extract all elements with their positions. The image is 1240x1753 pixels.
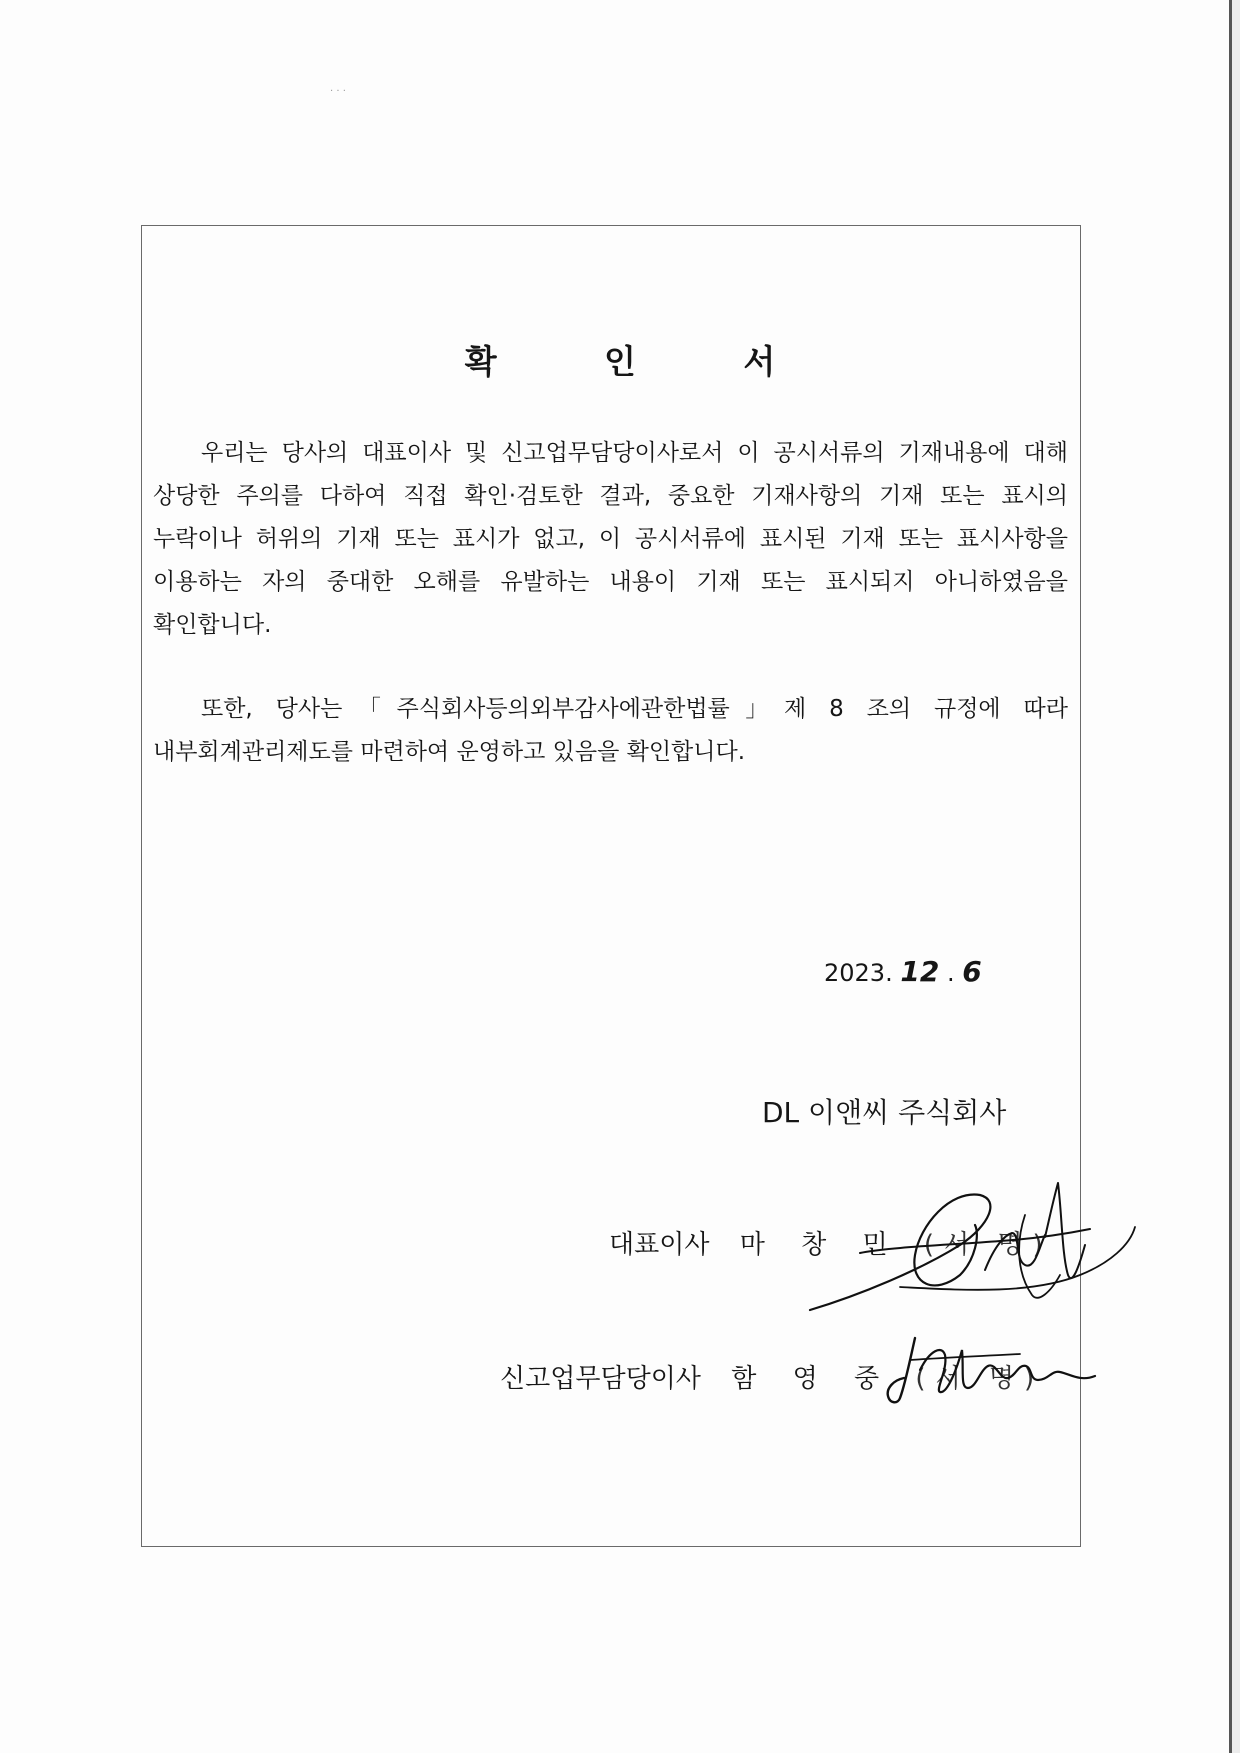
company-name: DL 이앤씨 주식회사 — [762, 1096, 1007, 1129]
paragraph-internal-control: 또한, 당사는「주식회사등의외부감사에관한법률」제 8 조의 규정에 따라 내부회계관리제도를 마련하여 운영하고 있음을 확인합니다. — [153, 696, 1068, 765]
date-year: 2023. — [824, 959, 893, 987]
scan-dots: · · · — [330, 86, 346, 97]
signatory-name: 마 창 민 — [739, 1230, 902, 1260]
signature-mark: (서 명) — [915, 1364, 1045, 1394]
date-day: 6 — [962, 955, 982, 988]
date-month: 12 — [900, 955, 940, 988]
ceo-signature-icon — [800, 1175, 1140, 1315]
signatory-role: 대표이사 — [609, 1230, 710, 1260]
paragraph-confirmation: 우리는 당사의 대표이사 및 신고업무담당이사로서 이 공시서류의 기재내용에 대해 상당한 주의를 다하여 직접 확인·검토한 결과, 중요한 기재사항의 기재 또는 표시의 누락이나 허위의 기재 또는 표시가 없고, 이 공시서류에 표시된 기재 또는 표시사항을 이용하는 자의 중대한 오해를 유발하는 내용이 기재 또는 표시되지 아니하였음을 확인합니다. — [153, 440, 1068, 638]
signatory-role: 신고업무담당이사 — [500, 1364, 701, 1394]
director-signature-icon — [880, 1330, 1100, 1410]
date-separator: . — [946, 959, 955, 987]
document-title: 확 인 서 — [464, 342, 824, 381]
document-date — [824, 955, 982, 988]
signature-mark: (서 명) — [923, 1230, 1053, 1260]
signatory-name: 함 영 중 — [731, 1364, 894, 1394]
scan-edge-light — [1232, 0, 1240, 1753]
scan-edge — [1229, 0, 1232, 1753]
